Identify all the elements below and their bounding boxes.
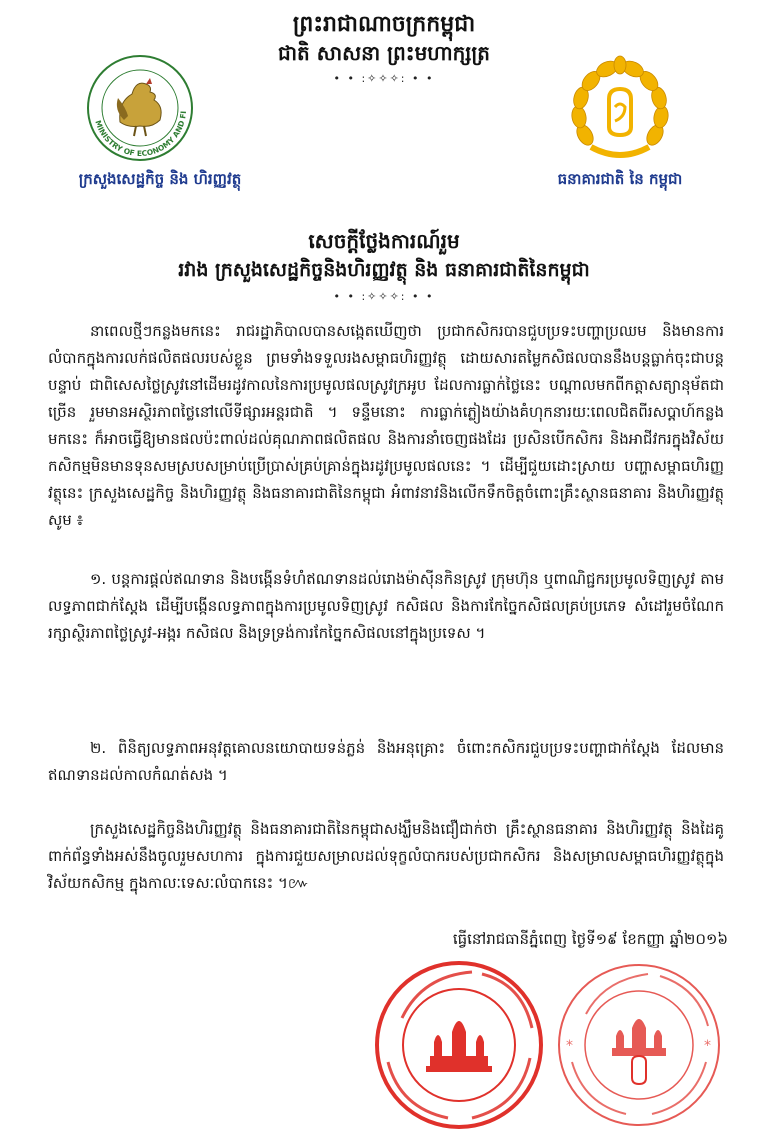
svg-text:*: *: [704, 1038, 711, 1054]
logo-ring-text: MINISTRY OF ECONOMY AND FI: [93, 110, 189, 159]
kingdom-motto: ជាតិ សាសនា ព្រះមហាក្សត្រ: [278, 41, 490, 65]
wheat-wreath-emblem-icon: [565, 55, 675, 170]
paragraph-text: នាពេលថ្មីៗកន្លងមកនេះ រាជរដ្ឋាភិបាលបានសង្កេតឃើញថា ប្រជាកសិករបានជួបប្រទះបញ្ហាប្រឈម និងមានការលំបាកក្នុងការលក់ផលិតផលរបស់ខ្លួន ព្រមទាំងទទួលរងសម្ពាធហិរញ្ញវត្ថុ ដោយសារតម្លៃកសិផលបាននឹងបន្តធ្លាក់ចុះជាបន្តបន្ទាប់ ជាពិសេសថ្លៃស្រូវនៅដើមរដូវកាលនៃការប្រមូលផលស្រូវក្រអូប ដែលការធ្លាក់ថ្លៃនេះ បណ្តាលមកពីកត្តាសត្យានុម័តជាច្រើន រួមមានអស្ថិរភាពថ្លៃនៅលើទីផ្សារអន្តរជាតិ ។ ទន្ទឹមនោះ ការធ្លាក់ភ្លៀងយ៉ាងគំហុកនារយៈពេលជិតពីរសប្តាហ៍កន្លងមកនេះ ក៏អាចធ្វើឱ្យមានផលប៉ះពាល់ដល់គុណភាពផលិតផល និងការនាំចេញផងដែរ ប្រសិនបើកសិករ និងអាជីវករក្នុងវិស័យកសិកម្មមិនមានទុនសមស្របសម្រាប់ប្រើប្រាស់គ្រប់គ្រាន់ក្នុងរដូវប្រមូលផលនេះ ។ ដើម្បីជួយដោះស្រាយ បញ្ហាសម្ពាធហិរញ្ញវត្ថុនេះ ក្រសួងសេដ្ឋកិច្ច និងហិរញ្ញវត្ថុ និងធនាគារជាតិនៃកម្ពុជា អំពាវនាវនិងលើកទឹកចិត្តចំពោះគ្រឹះស្ថានធនាគារ និងហិរញ្ញវត្ថុ សូម ៖: [48, 322, 724, 529]
paragraph-text: ក្រសួងសេដ្ឋកិច្ចនិងហិរញ្ញវត្ថុ និងធនាគារជាតិនៃកម្ពុជាសង្ឃឹមនិងជឿជាក់ថា គ្រឹះស្ថានធនាគារ និងហិរញ្ញវត្ថុ និងដៃគូពាក់ព័ន្ធទាំងអស់នឹងចូលរួមសហការ ក្នុងការជួយសម្រាលដល់ទុក្ខលំបាករបស់ប្រជាកសិករ និងសម្រាលសម្ពាធហិរញ្ញវត្ថុក្នុងវិស័យកសិកម្ម ក្នុងកាលៈទេសៈលំបាកនេះ ។៚: [48, 820, 724, 892]
title-ornament: • • :✧✧✧: • •: [333, 290, 435, 303]
ministry-seal-icon: [372, 958, 547, 1133]
national-bank-seal: [552, 958, 727, 1133]
ministry-name: ក្រសួងសេដ្ឋកិច្ច និង ហិរញ្ញវត្ថុ: [78, 170, 242, 188]
ministry-logo: [80, 50, 200, 170]
kingdom-title: ព្រះរាជាណាចក្រកម្ពុជា: [292, 11, 476, 37]
national-bank-seal-icon: [552, 958, 727, 1133]
paragraph-item-2: [48, 735, 724, 789]
paragraph-closing: [48, 816, 724, 897]
national-bank-name: ធនាគារជាតិ នៃ កម្ពុជា: [557, 170, 683, 188]
svg-text:*: *: [566, 1038, 573, 1054]
dateline: ធ្វើនៅរាជធានីភ្នំពេញ ថ្ងៃទី១៩ ខែកញ្ញា ឆ្នាំ២០១៦: [452, 930, 728, 948]
header-ornament: • • :✧✧✧: • •: [333, 72, 435, 85]
document-title: សេចក្តីថ្លែងការណ៍រួម: [308, 229, 460, 253]
rooster-emblem-icon: [80, 50, 200, 170]
paragraph-intro: [48, 318, 724, 534]
document-subtitle: រវាង ក្រសួងសេដ្ឋកិច្ចនិងហិរញ្ញវត្ថុ និង ធនាគារជាតិនៃកម្ពុជា: [178, 259, 590, 281]
national-bank-logo: [565, 55, 675, 170]
ministry-seal: [372, 958, 547, 1133]
paragraph-text: ២. ពិនិត្យលទ្ធភាពអនុវត្តគោលនយោបាយទន់ភ្លន់ និងអនុគ្រោះ ចំពោះកសិករជួបប្រទះបញ្ហាជាក់ស្តែង ដែលមានឥណទានដល់កាលកំណត់សង ។: [48, 739, 724, 784]
paragraph-text: ១. បន្តការផ្តល់ឥណទាន និងបង្កើនទំហំឥណទានដល់រោងម៉ាស៊ីនកិនស្រូវ ក្រុមហ៊ុន ឬពាណិជ្ជករប្រមូលទិញស្រូវ តាមលទ្ធភាពជាក់ស្តែង ដើម្បីបង្កើនលទ្ធភាពក្នុងការប្រមូលទិញស្រូវ កសិផល និងការកែច្នៃកសិផលគ្រប់ប្រភេទ សំដៅរួមចំណែករក្សាស្ថិរភាពថ្លៃស្រូវ-អង្ករ កសិផល និងទ្រទ្រង់ការកែច្នៃកសិផលនៅក្នុងប្រទេស ។: [48, 570, 724, 642]
paragraph-item-1: [48, 566, 724, 647]
